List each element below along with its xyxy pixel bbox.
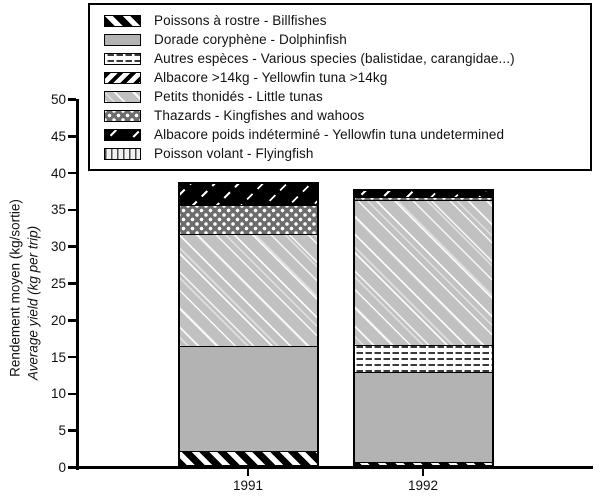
legend-swatch-flyingfish: [104, 148, 141, 160]
legend-label: Poisson volant - Flyingfish: [154, 146, 314, 161]
legend-row: [104, 30, 586, 49]
y-tick-label: 15: [50, 349, 66, 365]
y-tick-label: 50: [50, 92, 66, 107]
x-category-label: 1992: [407, 478, 439, 493]
legend-swatch-various: [104, 53, 141, 65]
legend-row: [104, 11, 586, 30]
legend-swatch-billfish: [104, 15, 141, 27]
legend-label: Poissons à rostre - Billfishes: [154, 13, 327, 28]
bar-outline: [353, 189, 494, 467]
y-tick-mark: [68, 135, 76, 138]
y-tick-label: 30: [50, 239, 66, 255]
legend-label: Albacore >14kg - Yellowfin tuna >14kg: [154, 70, 388, 85]
legend-label: Petits thonidés - Little tunas: [154, 89, 323, 104]
y-tick-mark: [68, 429, 76, 432]
y-tick-mark: [68, 356, 76, 359]
legend-row: [104, 125, 586, 144]
y-tick-label: 35: [50, 202, 66, 218]
y-axis-title-english: Average yield (kg per trip): [25, 225, 41, 381]
y-tick-label: 25: [50, 276, 66, 291]
legend-row: [104, 49, 586, 68]
y-tick-mark: [68, 245, 76, 248]
x-category-label: 1991: [232, 478, 264, 493]
legend-row: [104, 144, 586, 163]
legend-label: Thazards - Kingfishes and wahoos: [154, 108, 365, 123]
legend-swatch-littletuna: [104, 91, 141, 103]
x-tick-mark: [422, 469, 425, 476]
x-axis-line: [76, 466, 593, 469]
y-tick-label: 40: [50, 165, 66, 181]
y-tick-label: 10: [50, 386, 66, 402]
y-axis-title-french: Rendement moyen (kg/sortie): [7, 199, 23, 377]
legend-swatch-kingfish: [104, 110, 141, 122]
y-tick-mark: [68, 209, 76, 212]
y-tick-mark: [68, 393, 76, 396]
legend-label: Autres espèces - Various species (balistidae, carangidae...): [154, 51, 515, 66]
y-tick-mark: [68, 98, 76, 101]
legend-label: Dorade coryphène - Dolphinfish: [154, 32, 347, 47]
legend-row: [104, 106, 586, 125]
legend-swatch-yftund: [104, 129, 141, 141]
legend-swatch-yft14: [104, 72, 141, 84]
y-tick-mark: [68, 319, 76, 322]
legend-swatch-dolphinfish: [104, 34, 141, 46]
bar-outline: [178, 182, 319, 467]
legend-row: [104, 87, 586, 106]
y-tick-mark: [68, 466, 76, 469]
y-tick-label: 20: [50, 312, 66, 328]
y-axis-line: [76, 99, 79, 470]
y-tick-mark: [68, 282, 76, 285]
legend-box: [88, 3, 592, 171]
legend-row: [104, 68, 586, 87]
y-tick-mark: [68, 172, 76, 175]
legend-label: Albacore poids indéterminé - Yellowfin tuna undetermined: [154, 127, 505, 142]
y-tick-label: 45: [50, 128, 66, 144]
x-tick-mark: [247, 469, 250, 476]
y-tick-label: 5: [58, 423, 66, 439]
y-tick-label: 0: [58, 460, 66, 475]
